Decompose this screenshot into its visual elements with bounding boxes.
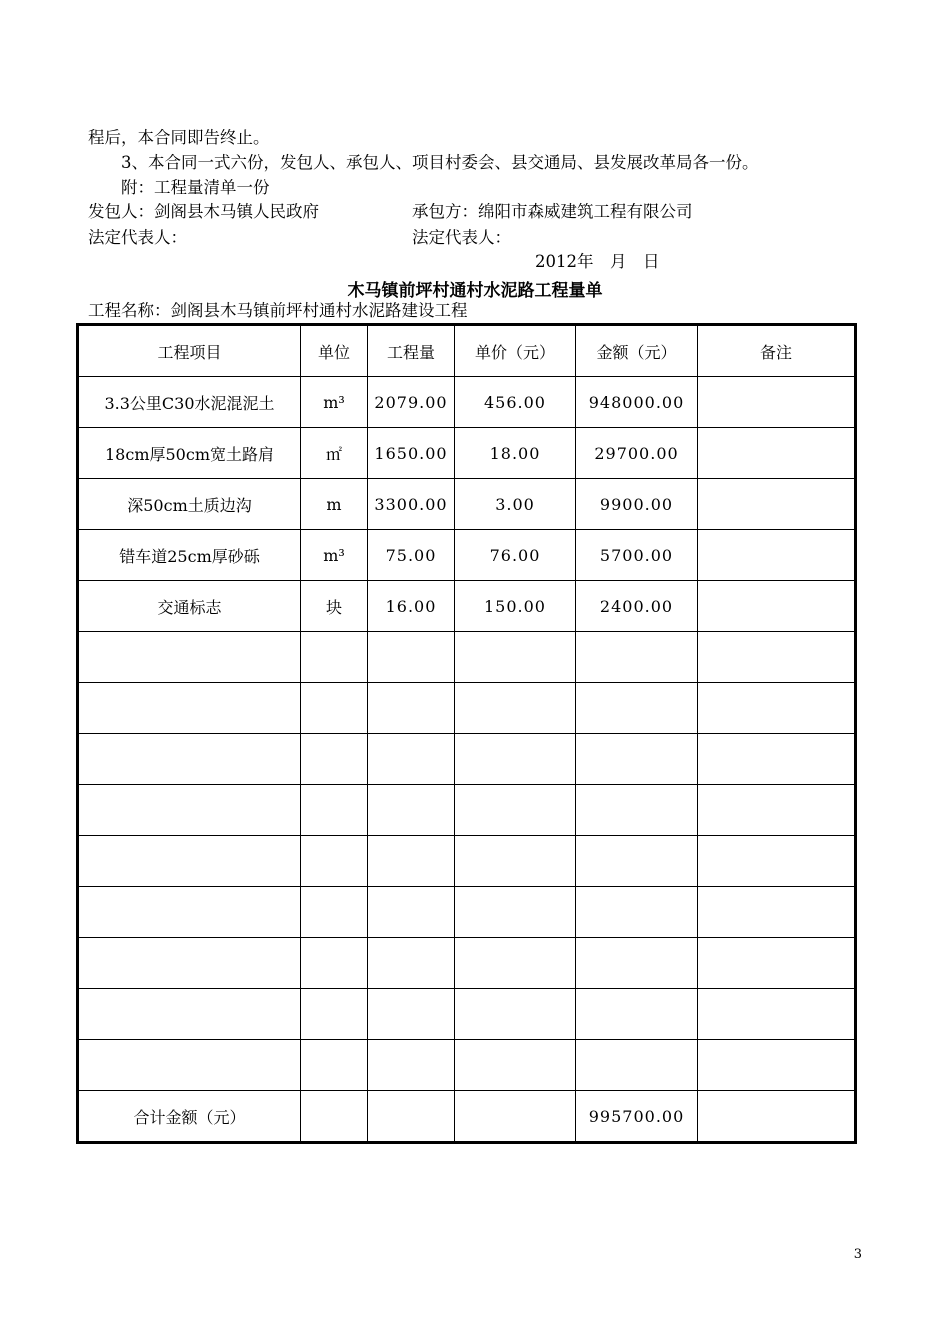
cell-quantity: 75.00 xyxy=(368,530,455,581)
table-row xyxy=(78,1040,856,1091)
cell-unit xyxy=(301,632,368,683)
cell-unit xyxy=(301,989,368,1040)
cell-item: 错车道25cm厚砂砾 xyxy=(78,530,301,581)
cell-remark xyxy=(698,683,856,734)
cell-remark xyxy=(698,530,856,581)
cell-quantity xyxy=(368,938,455,989)
cell-unit-price xyxy=(455,734,576,785)
header-remark: 备注 xyxy=(698,325,856,377)
cell-unit-price xyxy=(455,1091,576,1143)
table-row xyxy=(78,938,856,989)
cell-item xyxy=(78,989,301,1040)
cell-remark xyxy=(698,479,856,530)
cell-remark xyxy=(698,1040,856,1091)
cell-amount xyxy=(576,683,698,734)
table-row xyxy=(78,632,856,683)
header-unit: 单位 xyxy=(301,325,368,377)
cell-unit-price: 76.00 xyxy=(455,530,576,581)
table-row xyxy=(78,530,856,581)
cell-unit: m xyxy=(301,479,368,530)
cell-amount xyxy=(576,836,698,887)
cell-unit-price xyxy=(455,887,576,938)
cell-item: 3.3公里C30水泥混泥土 xyxy=(78,377,301,428)
cell-amount: 29700.00 xyxy=(576,428,698,479)
cell-remark xyxy=(698,632,856,683)
cell-quantity xyxy=(368,1040,455,1091)
cell-unit-price xyxy=(455,989,576,1040)
cell-item: 交通标志 xyxy=(78,581,301,632)
cell-quantity: 16.00 xyxy=(368,581,455,632)
attachment-note: 附：工程量清单一份 xyxy=(121,178,270,197)
cell-quantity xyxy=(368,836,455,887)
cell-quantity xyxy=(368,989,455,1040)
cell-quantity xyxy=(368,887,455,938)
cell-remark xyxy=(698,938,856,989)
cell-remark xyxy=(698,836,856,887)
cell-unit xyxy=(301,938,368,989)
cell-amount: 995700.00 xyxy=(576,1091,698,1143)
cell-quantity: 1650.00 xyxy=(368,428,455,479)
cell-unit-price xyxy=(455,1040,576,1091)
cell-item: 深50cm土质边沟 xyxy=(78,479,301,530)
project-name: 工程名称：剑阁县木马镇前坪村通村水泥路建设工程 xyxy=(88,301,468,320)
cell-unit-price: 456.00 xyxy=(455,377,576,428)
party-a: 发包人：剑阁县木马镇人民政府 xyxy=(88,202,319,221)
cell-unit: m³ xyxy=(301,530,368,581)
cell-quantity: 3300.00 xyxy=(368,479,455,530)
page-number: 3 xyxy=(853,1247,862,1262)
cell-remark xyxy=(698,1091,856,1143)
header-unit-price: 单价（元） xyxy=(455,325,576,377)
cell-item xyxy=(78,734,301,785)
table-row xyxy=(78,479,856,530)
cell-remark xyxy=(698,989,856,1040)
table-total-row xyxy=(78,1091,856,1143)
cell-amount xyxy=(576,734,698,785)
cell-unit xyxy=(301,1040,368,1091)
cell-remark xyxy=(698,785,856,836)
table-header-row xyxy=(78,325,856,377)
cell-unit xyxy=(301,887,368,938)
signing-date: 2012年 月 日 xyxy=(535,252,660,271)
cell-amount xyxy=(576,785,698,836)
cell-unit: ㎡ xyxy=(301,428,368,479)
header-quantity: 工程量 xyxy=(368,325,455,377)
document-title: 木马镇前坪村通村水泥路工程量单 xyxy=(347,281,603,301)
cell-unit xyxy=(301,1091,368,1143)
table-row xyxy=(78,428,856,479)
table-row xyxy=(78,377,856,428)
header-amount: 金额（元） xyxy=(576,325,698,377)
cell-unit xyxy=(301,683,368,734)
cell-amount xyxy=(576,887,698,938)
contract-text-line-2: 3、本合同一式六份，发包人、承包人、项目村委会、县交通局、县发展改革局各一份。 xyxy=(121,153,759,172)
quantity-table xyxy=(76,323,857,1144)
cell-unit-price xyxy=(455,938,576,989)
quantity-table-body xyxy=(78,325,856,1143)
cell-remark xyxy=(698,887,856,938)
cell-item xyxy=(78,1040,301,1091)
table-row xyxy=(78,836,856,887)
cell-quantity xyxy=(368,683,455,734)
cell-amount xyxy=(576,938,698,989)
cell-unit xyxy=(301,836,368,887)
cell-amount xyxy=(576,632,698,683)
cell-quantity: 2079.00 xyxy=(368,377,455,428)
cell-remark xyxy=(698,377,856,428)
cell-unit: m³ xyxy=(301,377,368,428)
table-row xyxy=(78,785,856,836)
table-row xyxy=(78,683,856,734)
cell-unit-price xyxy=(455,785,576,836)
table-row xyxy=(78,734,856,785)
cell-unit-price: 3.00 xyxy=(455,479,576,530)
party-b: 承包方：绵阳市森威建筑工程有限公司 xyxy=(412,202,693,221)
table-row xyxy=(78,989,856,1040)
header-item: 工程项目 xyxy=(78,325,301,377)
cell-unit xyxy=(301,785,368,836)
cell-unit: 块 xyxy=(301,581,368,632)
cell-amount xyxy=(576,1040,698,1091)
cell-unit-price xyxy=(455,632,576,683)
table-row xyxy=(78,581,856,632)
cell-amount: 948000.00 xyxy=(576,377,698,428)
cell-item xyxy=(78,938,301,989)
cell-item: 合计金额（元） xyxy=(78,1091,301,1143)
cell-unit xyxy=(301,734,368,785)
cell-amount xyxy=(576,989,698,1040)
cell-unit-price xyxy=(455,836,576,887)
cell-unit-price xyxy=(455,683,576,734)
cell-quantity xyxy=(368,785,455,836)
cell-item xyxy=(78,785,301,836)
cell-item xyxy=(78,887,301,938)
cell-item xyxy=(78,683,301,734)
cell-unit-price: 18.00 xyxy=(455,428,576,479)
cell-item xyxy=(78,836,301,887)
legal-rep-a: 法定代表人： xyxy=(88,228,187,247)
cell-amount: 2400.00 xyxy=(576,581,698,632)
cell-amount: 5700.00 xyxy=(576,530,698,581)
cell-remark xyxy=(698,581,856,632)
cell-quantity xyxy=(368,734,455,785)
cell-quantity xyxy=(368,632,455,683)
cell-quantity xyxy=(368,1091,455,1143)
cell-unit-price: 150.00 xyxy=(455,581,576,632)
cell-item xyxy=(78,632,301,683)
legal-rep-b: 法定代表人： xyxy=(412,228,511,247)
cell-remark xyxy=(698,428,856,479)
cell-remark xyxy=(698,734,856,785)
contract-text-line-1: 程后，本合同即告终止。 xyxy=(88,128,270,147)
cell-item: 18cm厚50cm宽土路肩 xyxy=(78,428,301,479)
table-row xyxy=(78,887,856,938)
cell-amount: 9900.00 xyxy=(576,479,698,530)
